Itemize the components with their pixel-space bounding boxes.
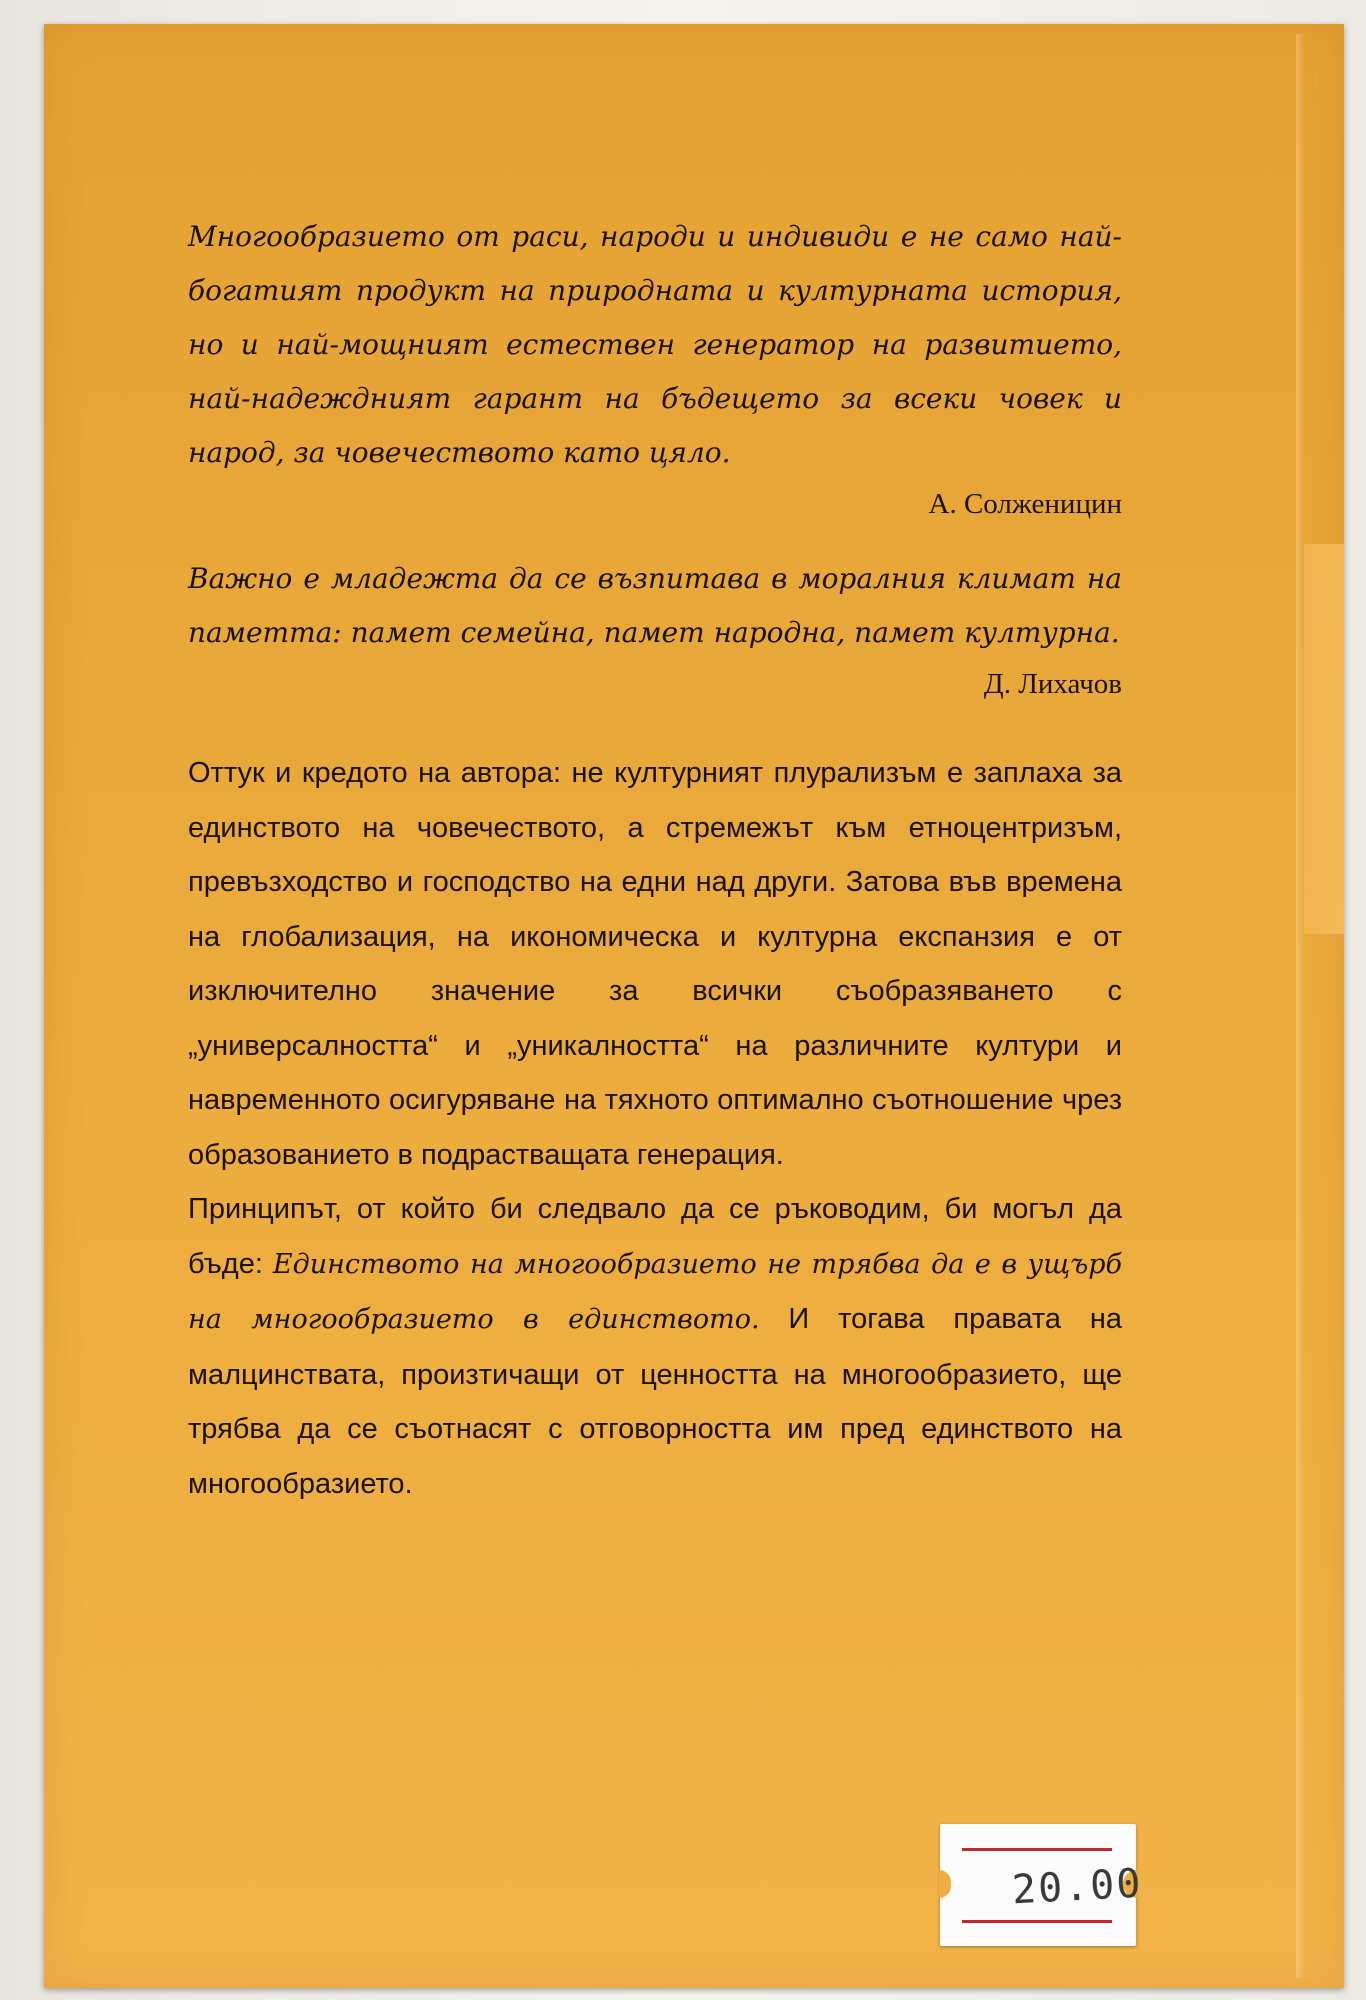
epigraph-author-solzhenitsyn: А. Солженицин: [928, 488, 1122, 520]
epigraph-quote-solzhenitsyn: Многообразието от раси, народи и индивиди е не само най-богатият продукт на природната и културната история, но и най-мощният естествен генератор на развитието, най-надеждният гарант на бъдещето за всеки човек и народ, за човечеството като цяло.: [188, 220, 1122, 469]
principle-paragraph: [188, 1182, 1122, 1511]
principle-rest: И тогава правата на малцинствата, произтичащи от ценността на многообразието, ще трябва да се съотнасят с отговорността им пред единството на многообразието.: [188, 1303, 1122, 1500]
cover-text-block: [188, 210, 1122, 1511]
price-line-bottom: [962, 1920, 1112, 1923]
principle-emphasis: Единството на многообразието не трябва да е в ущърб на многообразието в единството.: [188, 1248, 1122, 1335]
author-credo-paragraph: Оттук и кредото на автора: не културният плурализъм е заплаха за единството на човечеството, а стремежът към етноцентризъм, превъзходство и господство на едни над други. Затова във времена на глобализация, на икономическа и културна експанзия е от изключително значение за всички съобразяването с „универсалността“ и „уникалността“ на различните култури и навременното осигуряване на тяхното оптимално съотношение чрез образованието в подрастващата генерация.: [188, 757, 1122, 1171]
epigraph-quote-likhachov: Важно е младежта да се възпитава в моралния климат на паметта: памет семейна, памет народна, памет културна.: [188, 562, 1122, 649]
price-sticker: [940, 1824, 1144, 1946]
price-value: 20.00: [1010, 1860, 1144, 1914]
sticker-notch-left: [939, 1870, 951, 1898]
cover-accent-band: [1304, 544, 1344, 934]
epigraph-author-likhachov: Д. Лихачов: [983, 668, 1122, 700]
price-line-top: [962, 1848, 1112, 1851]
principle-intro: Принципът, от който би следвало да се ръководим, би могъл да бъде:: [188, 1193, 1122, 1280]
